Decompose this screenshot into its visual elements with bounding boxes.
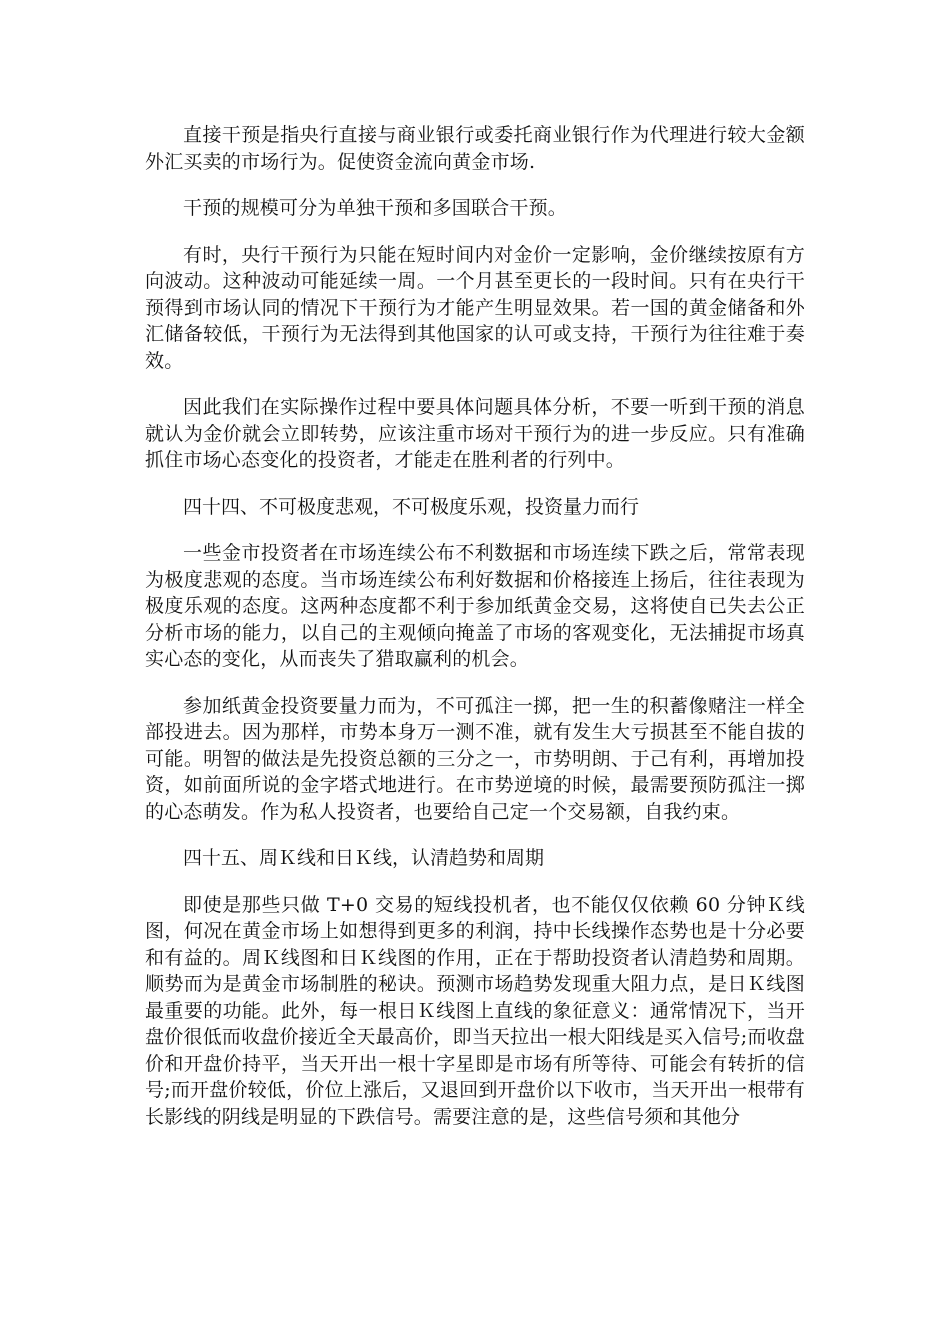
section-heading-44: 四十四、不可极度悲观，不可极度乐观，投资量力而行 (183, 495, 640, 518)
paragraph-analysis-advice: 因此我们在实际操作过程中要具体问题具体分析，不要一听到干预的消息就认为金价就会立即转势，应该注重市场对干预行为的进一步反应。只有准确抓住市场心态变化的投资者，才能走在胜利者的行列中。 (145, 396, 805, 471)
paragraph-intervention-effect: 有时，央行干预行为只能在短时间内对金价一定影响，金价继续按原有方向波动。这种波动可能延续一周。一个月甚至更长的一段时间。只有在央行干预得到市场认同的情况下干预行为才能产生明显效果。若一国的黄金储备和外汇储备较低，干预行为无法得到其他国家的认可或支持，干预行为往往难于奏效。 (145, 243, 805, 372)
paragraph-invest-within-means: 参加纸黄金投资要量力而为，不可孤注一掷，把一生的积蓄像赌注一样全部投进去。因为那样，市势本身万一测不准，就有发生大亏损甚至不能自拔的可能。明智的做法是先投资总额的三分之一，市势明朗、于己有利，再增加投资，如前面所说的金字塔式地进行。在市势逆境的时候，最需要预防孤注一掷的心态萌发。作为私人投资者，也要给自己定一个交易额，自我约束。 (145, 694, 805, 823)
paragraph-k-line-charts: 即使是那些只做 T+0 交易的短线投机者，也不能仅仅依赖 60 分钟Ｋ线图，何况在黄金市场上如想得到更多的利润，持中长线操作态势也是十分必要和有益的。周Ｋ线图和日Ｋ线图的作用，正在于帮助投资者认清趋势和周期。顺势而为是黄金市场制胜的秘诀。预测市场趋势发现重大阻力点，是日Ｋ线图最重要的功能。此外，每一根日Ｋ线图上直线的象征意义：通常情况下，当开盘价很低而收盘价接近全天最高价，即当天拉出一根大阳线是买入信号;而收盘价和开盘价持平，当天开出一根十字星即是市场有所等待、可能会有转折的信号;而开盘价较低，价位上涨后，又退回到开盘价以下收市，当天开出一根带有长影线的阴线是明显的下跌信号。需要注意的是，这些信号须和其他分 (145, 893, 805, 1128)
paragraph-extreme-attitudes: 一些金市投资者在市场连续公布不利数据和市场连续下跌之后，常常表现为极度悲观的态度。当市场连续公布利好数据和价格接连上扬后，往往表现为极度乐观的态度。这两种态度都不利于参加纸黄金交易，这将使自已失去公正分析市场的能力，以自己的主观倾向掩盖了市场的客观变化，无法捕捉市场真实心态的变化，从而丧失了猎取赢利的机会。 (145, 542, 805, 670)
paragraph-direct-intervention: 直接干预是指央行直接与商业银行或委托商业银行作为代理进行较大金额外汇买卖的市场行为。促使资金流向黄金市场. (145, 124, 805, 173)
paragraph-intervention-scale: 干预的规模可分为单独干预和多国联合干预。 (183, 197, 568, 219)
section-heading-45: 四十五、周Ｋ线和日Ｋ线，认清趋势和周期 (183, 847, 545, 869)
document-body (145, 122, 805, 1150)
